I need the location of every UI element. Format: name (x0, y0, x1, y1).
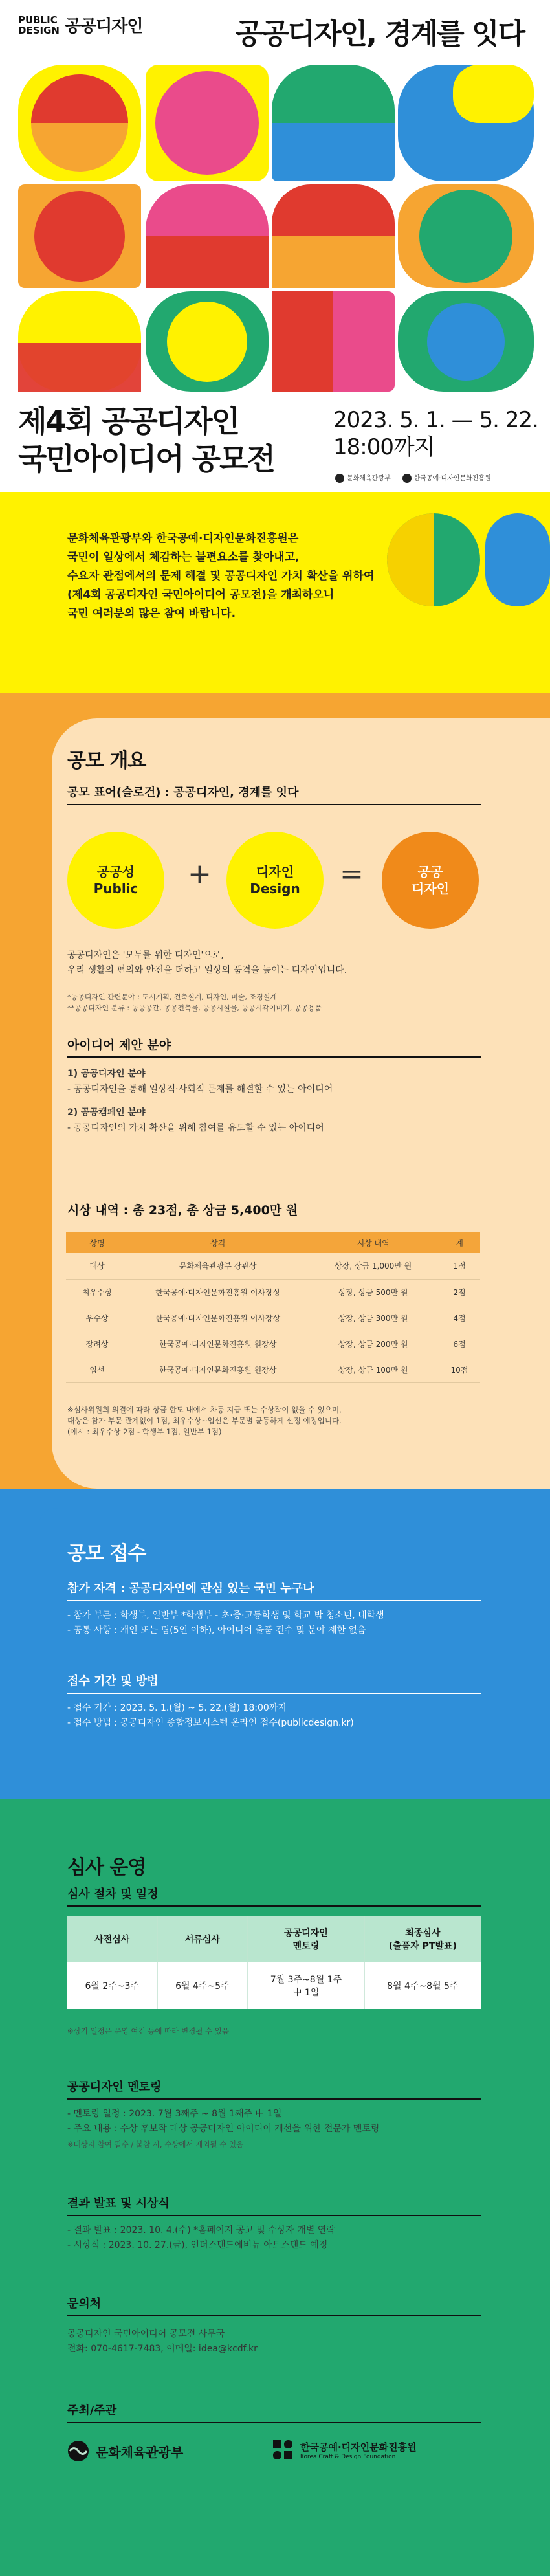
kcdf-name: 한국공예·디자인문화진흥원 (413, 475, 491, 482)
submit-heading: 공모 접수 (67, 1542, 146, 1565)
fields-divider (67, 1056, 481, 1058)
prize-heading: 시상 내역 : 총 23점, 총 상금 5,400만 원 (67, 1203, 298, 1217)
schedule-cell: 7월 3주~8월 1주 中 1일 (248, 1962, 364, 2009)
prize-cell: 상장, 상금 200만 원 (307, 1331, 439, 1357)
prize-cell: 한국공예·디자인문화진흥원 원장상 (128, 1331, 307, 1357)
logo-kr: 공공디자인 (64, 17, 143, 36)
public-design-logo (18, 13, 143, 37)
overview-heading: 공모 개요 (67, 749, 146, 772)
bubble-public (67, 832, 164, 929)
prize-cell: 상장, 상금 1,000만 원 (307, 1253, 439, 1279)
table-row (66, 1253, 480, 1279)
prize-cell: 1점 (439, 1253, 480, 1279)
schedule-col: 사전심사 (67, 1916, 157, 1962)
result-heading: 결과 발표 및 시상식 (67, 2197, 170, 2210)
mentor-desc: - 멘토링 일정 : 2023. 7월 3째주 ~ 8월 1째주 中 1일 - 주요 내용 : 수상 후보작 대상 공공디자인 아이디어 개선을 위한 전문가 멘토링 (67, 2109, 380, 2134)
review-heading: 심사 운영 (67, 1856, 146, 1879)
schedule-divider (67, 1905, 481, 1907)
prize-cell: 문화체육관광부 장관상 (128, 1253, 307, 1279)
equals-sign: = (340, 858, 364, 891)
mcst-logo (335, 472, 391, 483)
kcdf-footer-name-en: Korea Craft & Design Foundation (300, 2453, 396, 2460)
schedule-header-row (67, 1916, 481, 1962)
schedule-col: 공공디자인 멘토링 (248, 1916, 364, 1962)
prize-cell: 2점 (439, 1279, 480, 1305)
contact-heading: 문의처 (67, 2297, 102, 2311)
plus-sign: + (188, 858, 212, 891)
prize-note: ※심사위원회 의결에 따라 상금 한도 내에서 차등 지급 또는 수상작이 없을 수 있으며, 대상은 참가 부문 관계없이 1점, 최우수상~입선은 부문별 균등하게 선정 예정입니다. (예시 : 최우수상 2점 - 학생부 1점, 일반부 1점) (67, 1405, 342, 1436)
kcdf-footer-logo (272, 2439, 417, 2461)
table-row (66, 1305, 480, 1331)
mcst-footer-name: 문화체육관광부 (96, 2444, 184, 2460)
overview-note: *공공디자인 관련분야 : 도시계획, 건축설계, 디자인, 미술, 조경설계 **공공디자인 분류 : 공공공간, 공공건축물, 공공시설물, 공공시각이미지, 공공용품 (67, 993, 322, 1012)
bubble-design-en: Design (250, 881, 300, 896)
prize-cell: 우수상 (66, 1305, 128, 1331)
schedule-heading: 심사 절차 및 일정 (67, 1887, 159, 1901)
period-desc: - 접수 기간 : 2023. 5. 1.(월) ~ 5. 22.(월) 18:00까지 - 접수 방법 : 공공디자인 종합정보시스템 온라인 접수(publicdesign.kr) (67, 1703, 354, 1728)
contact-desc: 공공디자인 국민아이디어 공모전 사무국 전화: 070-4617-7483, 이메일: idea@kcdf.kr (67, 2329, 258, 2354)
field1-title: 1) 공공디자인 분야 (67, 1069, 146, 1079)
period-heading: 접수 기간 및 방법 (67, 1674, 159, 1688)
kcdf-emblem-icon (402, 474, 412, 483)
prize-cell: 상장, 상금 100만 원 (307, 1357, 439, 1382)
schedule-col: 최종심사 (출품자 PT발표) (364, 1916, 481, 1962)
prize-cell: 6점 (439, 1331, 480, 1357)
logo-en (18, 15, 60, 36)
prize-cell: 한국공예·디자인문화진흥원 이사장상 (128, 1305, 307, 1331)
hero-graphic (0, 58, 550, 401)
intro-decoration (385, 511, 550, 608)
geometric-pattern (0, 58, 550, 401)
bubble-design-kr: 디자인 (256, 864, 294, 880)
table-row (66, 1279, 480, 1305)
prize-col-award: 시상 내역 (307, 1232, 439, 1253)
prize-cell: 최우수상 (66, 1279, 128, 1305)
slogan-divider (67, 804, 481, 805)
organizer-logos-small (335, 472, 491, 483)
kcdf-logo (402, 472, 491, 483)
result-desc: - 결과 발표 : 2023. 10. 4.(수) *홈페이지 공고 및 수상자 개별 연락 - 시상식 : 2023. 10. 27.(금), 언더스탠드에비뉴 아트스탠드 예정 (67, 2225, 335, 2250)
bubble-result-line1: 공공 (417, 864, 443, 880)
mcst-name: 문화체육관광부 (347, 475, 391, 482)
prize-cell: 한국공예·디자인문화진흥원 이사장상 (128, 1279, 307, 1305)
mcst-footer-logo (67, 2440, 183, 2462)
kcdf-footer-name: 한국공예·디자인문화진흥원 (300, 2441, 417, 2453)
prize-cell: 입선 (66, 1357, 128, 1382)
schedule-cell: 6월 2주~3주 (67, 1962, 157, 2009)
eligibility-heading: 참가 자격 : 공공디자인에 관심 있는 국민 누구나 (67, 1582, 314, 1595)
eligibility-desc: - 참가 부문 : 학생부, 일반부 *학생부 - 초·중·고등학생 및 학교 밖 청소년, 대학생 - 공통 사항 : 개인 또는 팀(5인 이하), 아이디어 출품 건수 및 분야 제한 없음 (67, 1610, 384, 1636)
contest-title-line2: 국민아이디어 공모전 (18, 441, 274, 476)
host-divider (67, 2422, 481, 2423)
kcdf-emblem-icon (272, 2439, 294, 2461)
prize-cell: 상장, 상금 500만 원 (307, 1279, 439, 1305)
prize-header-row (66, 1232, 480, 1253)
contest-period (333, 406, 538, 461)
mcst-emblem-icon (67, 2440, 89, 2462)
result-divider (67, 2215, 481, 2216)
contest-title-line1: 제4회 공공디자인 (18, 404, 239, 439)
mentor-note: ※대상자 참여 필수 / 불참 시, 수상에서 제외될 수 있음 (67, 2140, 244, 2149)
host-heading: 주최/주관 (67, 2404, 117, 2417)
prize-table (66, 1232, 480, 1383)
prize-cell: 10점 (439, 1357, 480, 1382)
prize-col-name: 상명 (66, 1232, 128, 1253)
schedule-col: 서류심사 (157, 1916, 248, 1962)
logo-en-line2: DESIGN (18, 24, 60, 36)
contest-title (18, 403, 274, 478)
mentor-heading: 공공디자인 멘토링 (67, 2080, 162, 2094)
submit-section-shape (0, 1489, 550, 1799)
bubble-public-en: Public (93, 881, 138, 896)
prize-cell: 한국공예·디자인문화진흥원 원장상 (128, 1357, 307, 1382)
field2-desc: - 공공디자인의 가치 확산을 위해 참여를 유도할 수 있는 아이디어 (67, 1123, 324, 1133)
field1-desc: - 공공디자인을 통해 일상적·사회적 문제를 해결할 수 있는 아이디어 (67, 1084, 333, 1094)
schedule-cell: 8월 4주~8월 5주 (364, 1962, 481, 2009)
prize-col-count: 계 (439, 1232, 480, 1253)
table-row (66, 1331, 480, 1357)
schedule-cell: 6월 4주~5주 (157, 1962, 248, 2009)
eligibility-divider (67, 1600, 481, 1601)
bubble-result-line2: 디자인 (412, 881, 449, 896)
mentor-divider (67, 2098, 481, 2100)
table-row (66, 1357, 480, 1382)
contact-divider (67, 2315, 481, 2316)
period-line1: 2023. 5. 1. — 5. 22. (333, 407, 538, 433)
table-row (67, 1962, 481, 2009)
period-divider (67, 1693, 481, 1694)
overview-description: 공공디자인은 '모두를 위한 디자인'으로, 우리 생활의 편의와 안전을 더하고 일상의 품격을 높이는 디자인입니다. (67, 950, 347, 975)
headline: 공공디자인, 경계를 잇다 (235, 17, 524, 50)
schedule-note: ※상기 일정은 운영 여건 등에 따라 변경될 수 있음 (67, 2026, 229, 2036)
bubble-design (226, 832, 324, 929)
period-line2: 18:00까지 (333, 434, 435, 460)
logo-en-line1: PUBLIC (18, 14, 58, 26)
bubble-public-design (382, 832, 479, 929)
fields-heading: 아이디어 제안 분야 (67, 1038, 171, 1052)
kcdf-footer-text (300, 2440, 417, 2460)
prize-cell: 상장, 상금 300만 원 (307, 1305, 439, 1331)
intro-text: 문화체육관광부와 한국공예·디자인문화진흥원은 국민이 일상에서 체감하는 불편요소를 찾아내고, 수요자 관점에서의 문제 해결 및 공공디자인 가치 확산을 위하여 (제4회 공공디자인 국민아이디어 공모전)을 개최하오니 국민 여러분의 많은 참여 바랍니다. (67, 532, 375, 620)
prize-cell: 4점 (439, 1305, 480, 1331)
schedule-table (67, 1916, 481, 2009)
prize-cell: 대상 (66, 1253, 128, 1279)
field2-title: 2) 공공캠페인 분야 (67, 1107, 146, 1118)
prize-cell: 장려상 (66, 1331, 128, 1357)
slogan: 공모 표어(슬로건) : 공공디자인, 경계를 잇다 (67, 786, 299, 799)
mcst-emblem-icon (335, 474, 344, 483)
bubble-public-kr: 공공성 (97, 864, 135, 880)
prize-col-grade: 상격 (128, 1232, 307, 1253)
